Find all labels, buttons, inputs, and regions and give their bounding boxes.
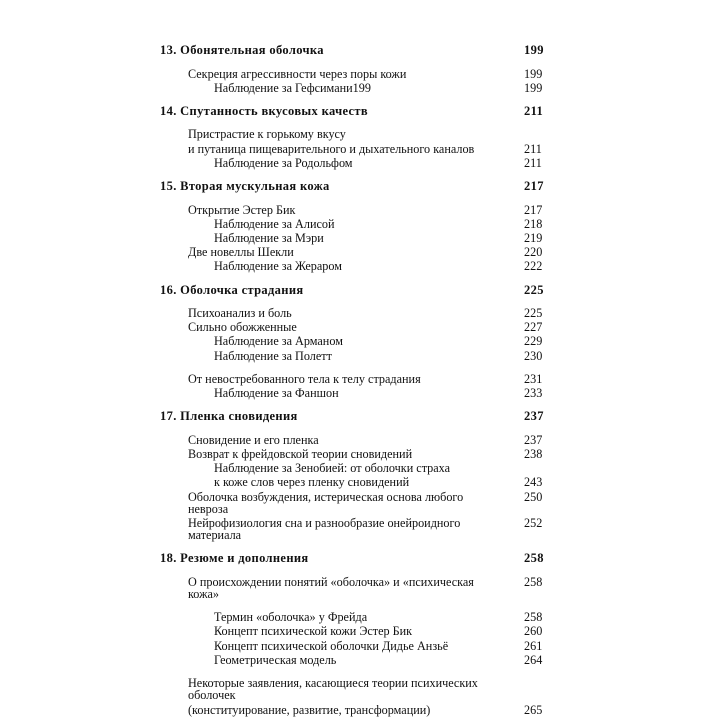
toc-entry[interactable] bbox=[160, 565, 570, 600]
toc-entry[interactable] bbox=[160, 44, 570, 57]
toc-entry-label: Наблюдение за Полетт bbox=[214, 348, 332, 363]
toc-entry-page: 258 bbox=[524, 551, 544, 566]
toc-entry[interactable] bbox=[160, 273, 570, 297]
toc-entry[interactable] bbox=[160, 399, 570, 423]
toc-entry-label: (конституирование, развитие, трансформации) bbox=[188, 702, 431, 717]
toc-entry-label: Наблюдение за Фаншон bbox=[214, 386, 339, 401]
toc-entry-label: к коже слов через пленку сновидений bbox=[214, 475, 410, 490]
toc-entry-label: Некоторые заявления, касающиеся теории психических оболочек bbox=[188, 676, 478, 703]
toc-entry-label: Наблюдение за Жераром bbox=[214, 259, 342, 274]
toc-entry-page: 199 bbox=[524, 43, 544, 57]
toc-entry-label: Возврат к фрейдовской теории сновидений bbox=[188, 446, 413, 461]
toc-entry[interactable] bbox=[160, 541, 570, 565]
toc-entry[interactable] bbox=[160, 117, 570, 140]
toc-entry-page: 237 bbox=[524, 409, 544, 424]
toc-entry-label: Две новеллы Шекли bbox=[188, 245, 294, 260]
toc-entry-label: Наблюдение за Зенобией: от оболочки страха bbox=[214, 461, 451, 476]
toc-entry[interactable] bbox=[160, 489, 570, 515]
toc-entry[interactable] bbox=[160, 638, 570, 652]
toc-entry[interactable] bbox=[160, 258, 570, 272]
toc-entry-label: Наблюдение за Арманом bbox=[214, 334, 343, 349]
toc-entry-label: 18. Резюме и дополнения bbox=[160, 551, 309, 566]
toc-entry-label: Секреция агрессивности через поры кожи bbox=[188, 66, 407, 81]
toc-entry-page: 233 bbox=[524, 386, 543, 401]
toc-table bbox=[160, 44, 570, 716]
toc-entry-label: и путаница пищеварительного и дыхательного каналов bbox=[188, 141, 475, 156]
toc-entry-label: Сильно обожженные bbox=[188, 320, 297, 335]
toc-entry-page: 243 bbox=[524, 475, 543, 490]
toc-entry-label: Пристрастие к горькому вкусу bbox=[188, 127, 346, 142]
toc-entry-label: Наблюдение за Мэри bbox=[214, 230, 324, 245]
toc-entry-page: 252 bbox=[524, 515, 543, 530]
toc-entry[interactable] bbox=[160, 385, 570, 399]
toc-entry-label: Термин «оболочка» у Фрейда bbox=[214, 610, 368, 625]
toc-entry-label: От невостребованного тела к телу страдания bbox=[188, 371, 421, 386]
toc-entry-page: 220 bbox=[524, 245, 543, 260]
toc-entry[interactable] bbox=[160, 244, 570, 258]
toc-entry-label: О происхождении понятий «оболочка» и «психическая кожа» bbox=[188, 574, 474, 602]
toc-entry[interactable] bbox=[160, 296, 570, 319]
toc-entry[interactable] bbox=[160, 57, 570, 80]
toc-entry-label: 14. Спутанность вкусовых качеств bbox=[160, 103, 369, 118]
toc-entry[interactable] bbox=[160, 230, 570, 244]
toc-entry-page: 211 bbox=[524, 141, 542, 156]
toc-entry-label: Сновидение и его пленка bbox=[188, 432, 319, 447]
toc-entry-page: 217 bbox=[524, 179, 544, 194]
toc-entry-page: 237 bbox=[524, 432, 543, 447]
toc-entry[interactable] bbox=[160, 333, 570, 347]
toc-entry-label: Наблюдение за Гефсимани199 bbox=[214, 80, 371, 95]
toc-entry-page: 211 bbox=[524, 155, 542, 170]
toc-entry[interactable] bbox=[160, 702, 570, 716]
toc-entry[interactable] bbox=[160, 348, 570, 362]
toc-entry-label: Наблюдение за Родольфом bbox=[214, 155, 353, 170]
toc-entry-page bbox=[516, 460, 570, 474]
toc-entry[interactable] bbox=[160, 319, 570, 333]
toc-entry-page bbox=[516, 117, 570, 140]
toc-entry-page bbox=[516, 666, 570, 701]
toc-entry-label: 13. Обонятельная оболочка bbox=[160, 43, 324, 57]
toc-entry-page: 227 bbox=[524, 320, 543, 335]
toc-entry[interactable] bbox=[160, 169, 570, 193]
toc-entry-page: 260 bbox=[524, 624, 543, 639]
toc-entry-page: 199 bbox=[524, 80, 543, 95]
toc-entry[interactable] bbox=[160, 423, 570, 446]
toc-entry[interactable] bbox=[160, 460, 570, 474]
toc-entry[interactable] bbox=[160, 474, 570, 488]
toc-entry-label: Геометрическая модель bbox=[214, 652, 337, 667]
toc-entry-page: 261 bbox=[524, 638, 543, 653]
toc-entry[interactable] bbox=[160, 216, 570, 230]
toc-entry-label: Наблюдение за Алисой bbox=[214, 216, 335, 231]
toc-entry[interactable] bbox=[160, 94, 570, 118]
toc-entry-page: 229 bbox=[524, 334, 543, 349]
toc-entry-label: Концепт психической оболочки Дидье Анзьё bbox=[214, 638, 449, 653]
toc-entry-label: 16. Оболочка страдания bbox=[160, 282, 304, 297]
toc-entry[interactable] bbox=[160, 141, 570, 155]
toc-entry-page: 222 bbox=[524, 259, 543, 274]
toc-entry-label: 17. Пленка сновидения bbox=[160, 409, 298, 424]
toc-entry[interactable] bbox=[160, 515, 570, 541]
toc-entry-label: Психоанализ и боль bbox=[188, 306, 292, 321]
toc-entry-page: 265 bbox=[524, 702, 543, 717]
toc-entry-page: 219 bbox=[524, 230, 543, 245]
toc-entry[interactable] bbox=[160, 652, 570, 666]
toc-entry-page: 231 bbox=[524, 371, 543, 386]
toc-entry[interactable] bbox=[160, 623, 570, 637]
toc-entry-label: Открытие Эстер Бик bbox=[188, 202, 296, 217]
toc-entry-page: 258 bbox=[524, 610, 543, 625]
toc-entry-label: Оболочка возбуждения, истерическая основа любого невроза bbox=[188, 489, 464, 516]
toc-entry-page: 258 bbox=[524, 574, 543, 589]
toc-entry-page: 264 bbox=[524, 652, 543, 667]
toc-entry-page: 238 bbox=[524, 446, 543, 461]
toc-entry-page: 211 bbox=[524, 103, 544, 118]
toc-entry-label: Концепт психической кожи Эстер Бик bbox=[214, 624, 413, 639]
toc-entry-page: 218 bbox=[524, 216, 543, 231]
toc-entry[interactable] bbox=[160, 666, 570, 701]
toc-entry[interactable] bbox=[160, 193, 570, 216]
toc-entry[interactable] bbox=[160, 80, 570, 94]
toc-entry-page: 225 bbox=[524, 282, 544, 297]
toc-entry-page: 250 bbox=[524, 489, 543, 504]
toc-entry-page: 217 bbox=[524, 202, 543, 217]
toc-entry[interactable] bbox=[160, 155, 570, 169]
toc-entry-label: 15. Вторая мускульная кожа bbox=[160, 179, 330, 194]
toc-entry-page: 199 bbox=[524, 66, 543, 81]
toc-entry[interactable] bbox=[160, 600, 570, 623]
toc-entry[interactable] bbox=[160, 362, 570, 385]
toc-entry[interactable] bbox=[160, 446, 570, 460]
toc-entry-page: 230 bbox=[524, 348, 543, 363]
toc-entry-page: 225 bbox=[524, 306, 543, 321]
toc-entry-label: Нейрофизиология сна и разнообразие онейроидного материала bbox=[188, 515, 461, 543]
